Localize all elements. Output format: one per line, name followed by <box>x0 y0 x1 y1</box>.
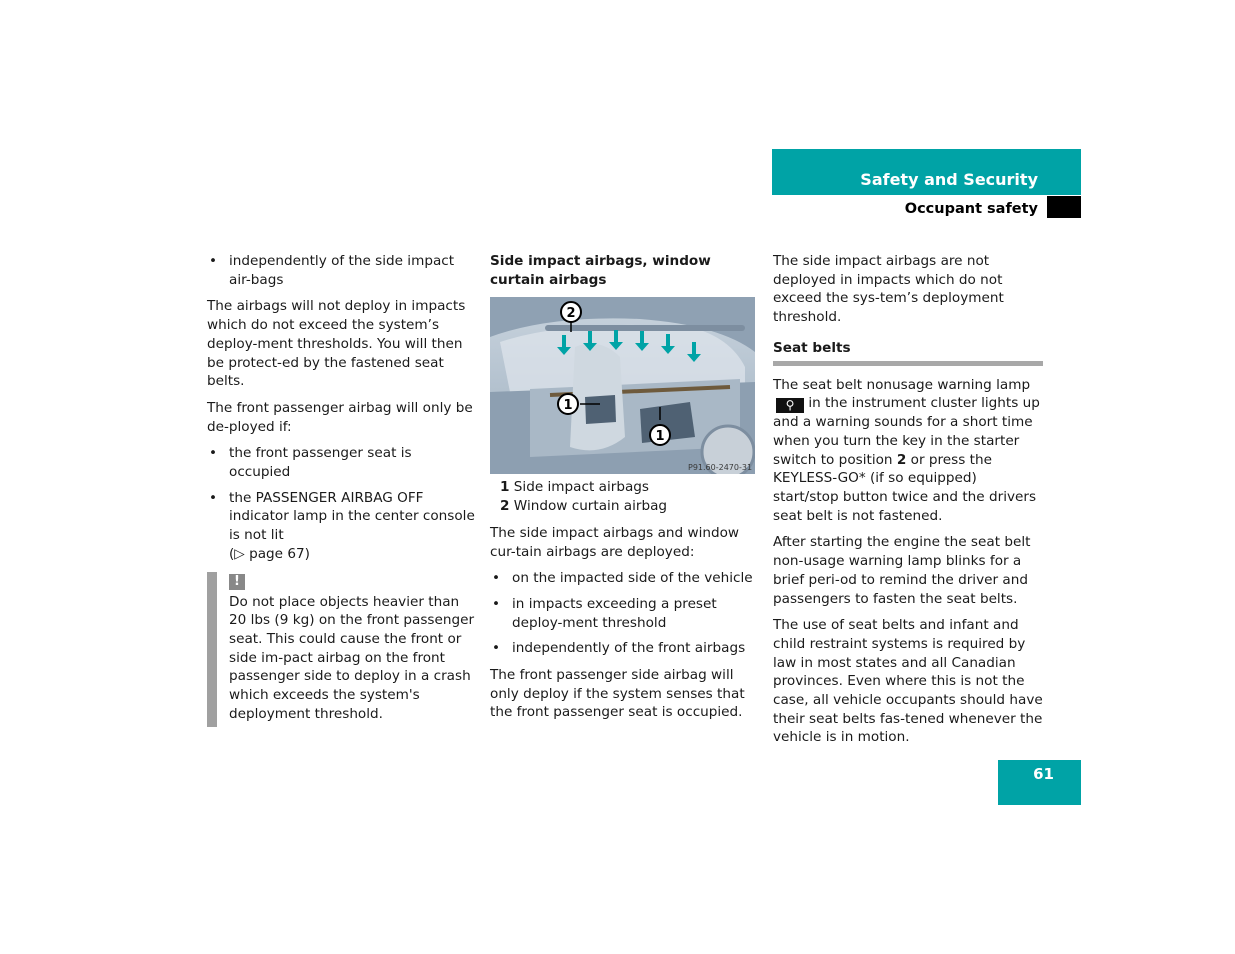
paragraph: The front passenger side airbag will only deploy if the system senses that the front passenger seat is occupied. <box>490 667 745 721</box>
list-item: • independently of the side impact air-bags <box>207 252 477 289</box>
section-heading: Seat belts <box>773 339 1043 366</box>
bullet-list <box>207 252 477 289</box>
seat-belt-icon: ⚲ <box>776 398 804 413</box>
page-reference-link[interactable]: (▷ page 67) <box>229 545 310 562</box>
warning-icon: ! <box>229 574 245 590</box>
figure-code: P91.60-2470-31 <box>688 463 753 473</box>
subsection-title: Occupant safety <box>904 201 1038 217</box>
warning-note <box>207 572 477 724</box>
car-interior-illustration <box>490 297 755 474</box>
svg-text:1: 1 <box>655 429 665 445</box>
paragraph: The side impact airbags and window cur-tain airbags are deployed: <box>490 524 740 560</box>
paragraph: The seat belt nonusage warning lamp⚲ in the instrument cluster lights up and a warning sounds for a short time when you turn the key in the starter switch to position 2 or press the KEYLESS-GO* (if so equipped) start/stop button twice and the drivers seat belt is not fastened. <box>773 376 1040 524</box>
list-item: • the front passenger seat is occupied <box>207 444 477 481</box>
bullet-list <box>207 444 477 563</box>
list-item: • independently of the front airbags <box>490 639 755 658</box>
paragraph: The use of seat belts and infant and child restraint systems is required by law in most states and all Canadian provinces. Even where this is not the case, all vehicle occupants should have their seat belts fas-tened whenever the vehicle is in motion. <box>773 617 1043 746</box>
list-item-text: the PASSENGER AIRBAG OFF indicator lamp in the center console is not lit <box>229 489 475 544</box>
bullet-list <box>490 569 755 658</box>
section-title: Safety and Security <box>860 170 1038 189</box>
column-middle <box>490 252 755 730</box>
section-heading: Side impact airbags, window curtain airbags <box>490 253 711 288</box>
list-item: • on the impacted side of the vehicle <box>490 569 755 588</box>
column-left <box>207 252 477 723</box>
warning-bar <box>207 572 217 728</box>
svg-text:2: 2 <box>566 306 576 322</box>
list-item <box>207 489 477 564</box>
figure-callout <box>561 302 581 322</box>
figure-legend <box>490 478 755 515</box>
list-item: • in impacts exceeding a preset deploy-ment threshold <box>490 595 755 632</box>
paragraph: The airbags will not deploy in impacts which do not exceed the system’s deploy-ment thresholds. You will then be protect-ed by the fastened seat belts. <box>207 298 466 390</box>
legend-item: 2 Window curtain airbag <box>500 498 668 515</box>
warning-text: Do not place objects heavier than 20 lbs (9 kg) on the front passenger seat. This could cause the front or side im-pact airbag on the front passenger side to deploy in a crash which exceeds the system's deployment threshold. <box>229 593 475 722</box>
legend-item: 1 Side impact airbags <box>500 479 649 496</box>
svg-text:1: 1 <box>563 398 573 414</box>
page-number: 61 <box>1033 765 1054 783</box>
subsection-marker <box>1047 196 1081 218</box>
paragraph: The front passenger airbag will only be de-ployed if: <box>207 399 473 435</box>
paragraph: The side impact airbags are not deployed in impacts which do not exceed the sys-tem’s deployment threshold. <box>773 253 1004 326</box>
airbag-figure <box>490 297 755 474</box>
paragraph: After starting the engine the seat belt non-usage warning lamp blinks for a brief peri-od to remind the driver and passengers to fasten the seat belts. <box>773 534 1031 607</box>
column-right <box>773 252 1043 755</box>
figure-callout <box>650 425 670 445</box>
figure-callout <box>558 394 578 414</box>
